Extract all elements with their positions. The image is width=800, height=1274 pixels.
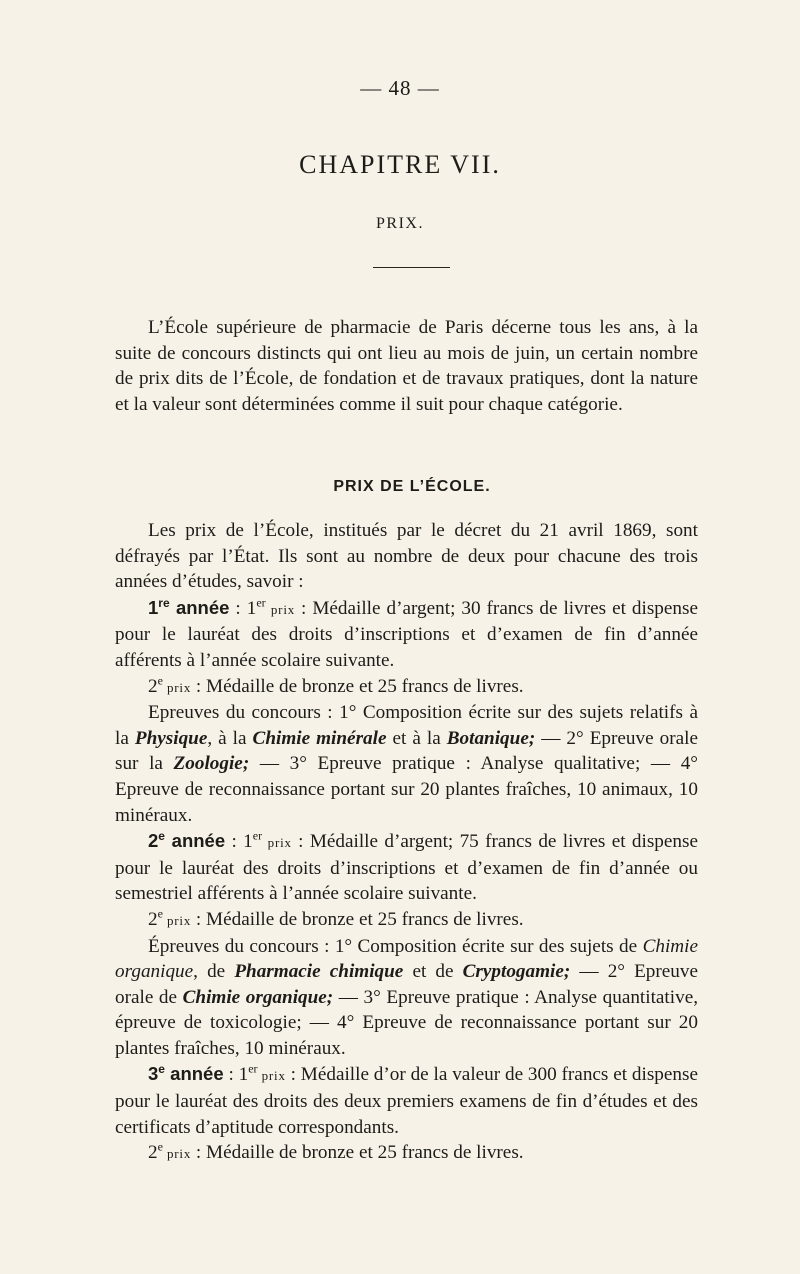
- chapter-title: CHAPITRE VII.: [299, 150, 501, 179]
- ecole-block: [115, 518, 698, 1167]
- year3-second-prize: 2e prix : Médaille de bronze et 25 francs de livres.: [148, 1139, 524, 1164]
- ecole-intro-paragraph: Les prix de l’École, institués par le décret du 21 avril 1869, sont défrayés par l’État. Ils sont au nombre de deux pour chacune des trois années d’études, savoir :: [115, 520, 698, 593]
- year2-epreuves: Épreuves du concours : 1° Composition écrite sur des sujets de Chimie organique, de Pharmacie chimique et de Cryptogamie; — 2° Epreuve orale de Chimie organique; — 3° Epreuve pratique : Analyse quantitative, épreuve de toxicologie; — 4° Epreuve de reconnaissance portant sur 20 plantes fraîches, 10 minéraux.: [115, 935, 699, 1059]
- year2-first-prize: 2e année : 1er prix : Médaille d’argent; 75 francs de livres et dispense pour le lauréat des droits d’inscriptions et d’examen de fin d’année ou semestriel afférents à l’année scolaire suivante.: [115, 828, 698, 905]
- section-title: PRIX DE L’ÉCOLE.: [333, 478, 491, 495]
- chapter-subtitle: PRIX.: [376, 215, 424, 232]
- year2-second-prize: 2e prix : Médaille de bronze et 25 francs de livres.: [148, 906, 524, 930]
- year1-epreuves: Epreuves du concours : 1° Composition écrite sur des sujets relatifs à la Physique, à la Chimie minérale et à la Botanique; — 2° Epreuve orale sur la Zoologie; — 3° Epreuve pratique : Analyse qualitative; — 4° Epreuve de reconnaissance portant sur 20 plantes fraîches, 10 animaux, 10 minéraux.: [115, 702, 698, 826]
- year2-label: 2e année: [148, 828, 226, 852]
- year1-second-prize: 2e prix : Médaille de bronze et 25 francs de livres.: [148, 673, 524, 697]
- year1-first-prize: 1re année : 1er prix : Médaille d’argent; 30 francs de livres et dispense pour le lauréat des droits d’inscriptions et d’examen de fin d’année afférents à l’année scolaire suivante.: [115, 595, 698, 671]
- year3-first-prize: 3e année : 1er prix : Médaille d’or de la valeur de 300 francs et dispense pour le lauréat des droits des deux premiers examens de fin d’études et des certificats d’aptitude correspondants.: [115, 1062, 698, 1138]
- page-number: — 48 —: [360, 76, 440, 100]
- intro-block: [115, 315, 698, 417]
- year3-label: 3e année: [148, 1062, 224, 1085]
- divider-rule: [373, 267, 450, 268]
- intro-paragraph: L’École supérieure de pharmacie de Paris décerne tous les ans, à la suite de concours distincts qui ont lieu au mois de juin, un certain nombre de prix dits de l’École, de fondation et de travaux pratiques, dont la nature et la valeur sont déterminées comme il suit pour chaque catégorie.: [115, 317, 698, 415]
- year1-label: 1re année: [148, 595, 230, 618]
